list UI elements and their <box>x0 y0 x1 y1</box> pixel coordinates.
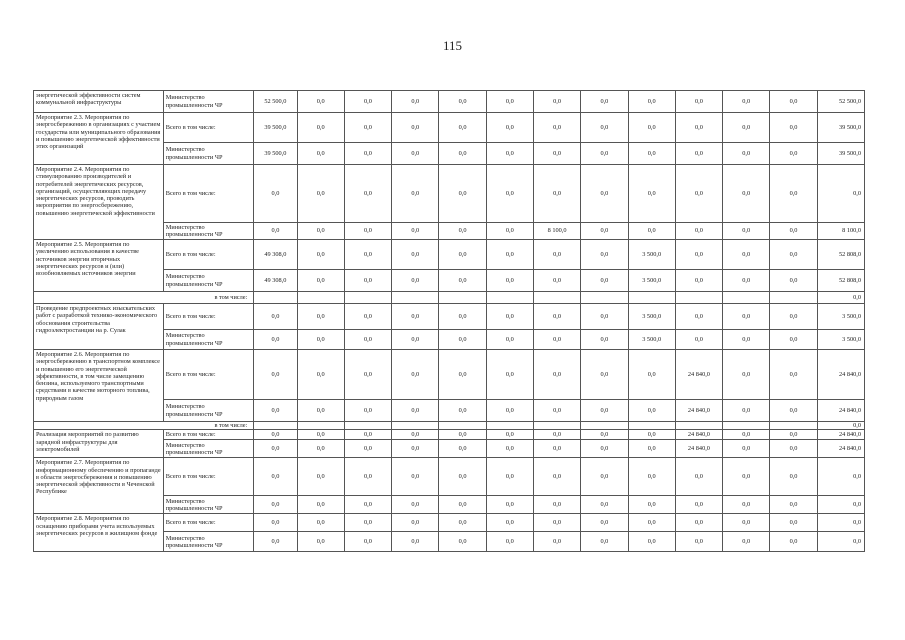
amount-cell: 0,0 <box>344 113 391 143</box>
amount-cell: 0,0 <box>770 496 817 514</box>
amount-cell: 0,0 <box>344 240 391 270</box>
amount-cell: 0,0 <box>297 270 344 292</box>
amount-cell: 0,0 <box>581 165 628 223</box>
amount-cell: 0,0 <box>817 532 864 552</box>
amount-cell: 0,0 <box>297 350 344 400</box>
amount-cell: 0,0 <box>392 350 439 400</box>
amount-cell: 0,0 <box>486 440 533 458</box>
amount-cell: 0,0 <box>581 240 628 270</box>
amount-cell: 0,0 <box>723 143 770 165</box>
amount-cell: 0,0 <box>297 91 344 113</box>
amount-cell: 0,0 <box>581 91 628 113</box>
amount-cell: 0,0 <box>581 458 628 496</box>
funding-source: Министерство промышленности ЧР <box>163 532 254 552</box>
amount-cell: 0,0 <box>675 240 722 270</box>
amount-cell: 0,0 <box>770 223 817 240</box>
measure-description: Мероприятие 2.7. Мероприятия по информационному обеспечению и пропаганде в области энергосбережения и повышению энергетической эффективности в Чеченской Республике <box>34 458 164 514</box>
amount-cell: 0,0 <box>533 91 580 113</box>
funding-source: Министерство промышленности ЧР <box>163 330 254 350</box>
empty-cell <box>533 422 580 430</box>
amount-cell: 0,0 <box>723 113 770 143</box>
empty-cell <box>297 422 344 430</box>
empty-cell <box>770 422 817 430</box>
amount-cell: 0,0 <box>297 458 344 496</box>
amount-cell: 0,0 <box>392 532 439 552</box>
amount-cell: 0,0 <box>439 223 486 240</box>
amount-cell: 0,0 <box>723 458 770 496</box>
amount-cell: 0,0 <box>486 400 533 422</box>
amount-cell: 0,0 <box>628 532 675 552</box>
amount-cell: 3 500,0 <box>628 304 675 330</box>
amount-cell: 24 840,0 <box>675 350 722 400</box>
measure-description: Мероприятие 2.4. Мероприятия по стимулированию производителей и потребителей энергетических ресурсов, организаций, осуществляющих передачу энергетических ресурсов, проводить мероприятия по энергосбережению, повышению энергетической эффективности <box>34 165 164 240</box>
amount-cell: 0,0 <box>817 514 864 532</box>
subtotal-label: в том числе: <box>34 422 254 430</box>
funding-source: Министерство промышленности ЧР <box>163 143 254 165</box>
amount-cell: 0,0 <box>770 330 817 350</box>
amount-cell: 0,0 <box>533 240 580 270</box>
funding-source: Министерство промышленности ЧР <box>163 496 254 514</box>
amount-cell: 0,0 <box>439 113 486 143</box>
amount-cell: 0,0 <box>675 532 722 552</box>
amount-cell: 0,0 <box>533 440 580 458</box>
amount-cell: 3 500,0 <box>628 330 675 350</box>
amount-cell: 0,0 <box>254 223 297 240</box>
amount-cell: 0,0 <box>392 270 439 292</box>
empty-cell <box>254 292 297 304</box>
amount-cell: 0,0 <box>770 532 817 552</box>
amount-cell: 0,0 <box>254 304 297 330</box>
amount-cell: 0,0 <box>486 223 533 240</box>
funding-source: Всего в том числе: <box>163 240 254 270</box>
amount-cell: 0,0 <box>344 165 391 223</box>
funding-source: Всего в том числе: <box>163 350 254 400</box>
amount-cell: 39 500,0 <box>254 113 297 143</box>
empty-cell <box>392 422 439 430</box>
amount-cell: 0,0 <box>533 532 580 552</box>
amount-cell: 0,0 <box>392 330 439 350</box>
amount-cell: 0,0 <box>486 330 533 350</box>
empty-cell <box>486 422 533 430</box>
table-row <box>34 458 865 496</box>
amount-cell: 0,0 <box>439 430 486 440</box>
amount-cell: 0,0 <box>533 496 580 514</box>
amount-cell: 0,0 <box>817 496 864 514</box>
empty-cell <box>533 292 580 304</box>
amount-cell: 0,0 <box>392 458 439 496</box>
amount-cell: 0,0 <box>439 165 486 223</box>
amount-cell: 0,0 <box>392 240 439 270</box>
amount-cell: 0,0 <box>723 532 770 552</box>
amount-cell: 52 808,0 <box>817 240 864 270</box>
subtotal-value: 0,0 <box>817 292 864 304</box>
amount-cell: 0,0 <box>486 458 533 496</box>
amount-cell: 0,0 <box>297 223 344 240</box>
amount-cell: 0,0 <box>628 514 675 532</box>
measure-description: Мероприятие 2.6. Мероприятия по энергосбережению в транспортном комплексе и повышению его энергетической эффективности, в том числе замещению бензина, используемого транспортными средствами в качестве моторного топлива, природным газом <box>34 350 164 422</box>
amount-cell: 0,0 <box>344 496 391 514</box>
amount-cell: 0,0 <box>675 91 722 113</box>
table-row <box>34 240 865 270</box>
amount-cell: 0,0 <box>392 304 439 330</box>
amount-cell: 8 100,0 <box>533 223 580 240</box>
amount-cell: 0,0 <box>675 304 722 330</box>
amount-cell: 0,0 <box>254 165 297 223</box>
amount-cell: 0,0 <box>297 430 344 440</box>
amount-cell: 3 500,0 <box>628 270 675 292</box>
amount-cell: 0,0 <box>770 91 817 113</box>
amount-cell: 0,0 <box>392 496 439 514</box>
amount-cell: 0,0 <box>439 532 486 552</box>
amount-cell: 0,0 <box>770 430 817 440</box>
amount-cell: 0,0 <box>817 458 864 496</box>
amount-cell: 0,0 <box>533 350 580 400</box>
amount-cell: 0,0 <box>628 400 675 422</box>
amount-cell: 0,0 <box>581 330 628 350</box>
table-row <box>34 91 865 113</box>
amount-cell: 0,0 <box>486 143 533 165</box>
table-row <box>34 113 865 143</box>
empty-cell <box>254 422 297 430</box>
amount-cell: 0,0 <box>770 400 817 422</box>
amount-cell: 0,0 <box>297 496 344 514</box>
amount-cell: 39 500,0 <box>817 113 864 143</box>
amount-cell: 0,0 <box>581 400 628 422</box>
amount-cell: 0,0 <box>344 400 391 422</box>
amount-cell: 0,0 <box>723 440 770 458</box>
empty-cell <box>723 292 770 304</box>
amount-cell: 0,0 <box>723 496 770 514</box>
funding-source: Министерство промышленности ЧР <box>163 91 254 113</box>
funding-source: Министерство промышленности ЧР <box>163 440 254 458</box>
empty-cell <box>581 422 628 430</box>
amount-cell: 0,0 <box>392 440 439 458</box>
amount-cell: 0,0 <box>344 532 391 552</box>
amount-cell: 0,0 <box>628 496 675 514</box>
amount-cell: 0,0 <box>297 440 344 458</box>
amount-cell: 0,0 <box>723 430 770 440</box>
amount-cell: 8 100,0 <box>817 223 864 240</box>
amount-cell: 0,0 <box>486 532 533 552</box>
amount-cell: 0,0 <box>581 304 628 330</box>
amount-cell: 0,0 <box>723 350 770 400</box>
funding-source: Всего в том числе: <box>163 458 254 496</box>
amount-cell: 0,0 <box>486 91 533 113</box>
amount-cell: 0,0 <box>628 430 675 440</box>
amount-cell: 0,0 <box>533 514 580 532</box>
empty-cell <box>486 292 533 304</box>
amount-cell: 52 500,0 <box>254 91 297 113</box>
empty-cell <box>392 292 439 304</box>
empty-cell <box>439 292 486 304</box>
amount-cell: 49 308,0 <box>254 270 297 292</box>
amount-cell: 0,0 <box>486 430 533 440</box>
amount-cell: 0,0 <box>723 330 770 350</box>
amount-cell: 0,0 <box>254 440 297 458</box>
amount-cell: 0,0 <box>297 532 344 552</box>
amount-cell: 0,0 <box>392 223 439 240</box>
amount-cell: 24 840,0 <box>675 400 722 422</box>
measure-description: Мероприятие 2.5. Мероприятия по увеличению использования в качестве источников энергии вторичных энергетических ресурсов и (или) возобновляемых источников энергии <box>34 240 164 292</box>
amount-cell: 0,0 <box>486 270 533 292</box>
amount-cell: 0,0 <box>723 223 770 240</box>
amount-cell: 0,0 <box>675 223 722 240</box>
table-row <box>34 304 865 330</box>
amount-cell: 0,0 <box>439 350 486 400</box>
table-row <box>34 350 865 400</box>
amount-cell: 0,0 <box>533 400 580 422</box>
amount-cell: 0,0 <box>344 143 391 165</box>
measure-description: энергетической эффективности систем коммунальной инфраструктуры <box>34 91 164 113</box>
subtotal-row <box>34 422 865 430</box>
amount-cell: 0,0 <box>581 532 628 552</box>
amount-cell: 0,0 <box>770 304 817 330</box>
amount-cell: 0,0 <box>770 240 817 270</box>
empty-cell <box>628 422 675 430</box>
amount-cell: 0,0 <box>533 143 580 165</box>
amount-cell: 0,0 <box>628 223 675 240</box>
table-row <box>34 430 865 440</box>
amount-cell: 0,0 <box>297 400 344 422</box>
amount-cell: 0,0 <box>770 143 817 165</box>
amount-cell: 0,0 <box>392 400 439 422</box>
amount-cell: 3 500,0 <box>817 330 864 350</box>
empty-cell <box>439 422 486 430</box>
amount-cell: 0,0 <box>581 496 628 514</box>
amount-cell: 0,0 <box>770 458 817 496</box>
empty-cell <box>675 292 722 304</box>
amount-cell: 52 808,0 <box>817 270 864 292</box>
table-row <box>34 165 865 223</box>
funding-source: Министерство промышленности ЧР <box>163 400 254 422</box>
amount-cell: 0,0 <box>723 514 770 532</box>
amount-cell: 0,0 <box>675 113 722 143</box>
budget-table <box>33 90 865 552</box>
amount-cell: 0,0 <box>723 304 770 330</box>
amount-cell: 3 500,0 <box>628 240 675 270</box>
amount-cell: 24 840,0 <box>675 440 722 458</box>
amount-cell: 24 840,0 <box>817 440 864 458</box>
amount-cell: 0,0 <box>297 304 344 330</box>
amount-cell: 0,0 <box>581 143 628 165</box>
measure-description: Проведение предпроектных изыскательских работ с разработкой технико-экономического обоснования строительства гидроэлектростанции на р. Сулак <box>34 304 164 350</box>
amount-cell: 0,0 <box>439 304 486 330</box>
amount-cell: 0,0 <box>392 113 439 143</box>
amount-cell: 0,0 <box>344 350 391 400</box>
amount-cell: 52 500,0 <box>817 91 864 113</box>
amount-cell: 0,0 <box>581 270 628 292</box>
amount-cell: 0,0 <box>254 330 297 350</box>
amount-cell: 39 500,0 <box>254 143 297 165</box>
amount-cell: 0,0 <box>770 165 817 223</box>
amount-cell: 0,0 <box>344 458 391 496</box>
amount-cell: 0,0 <box>439 440 486 458</box>
amount-cell: 0,0 <box>344 91 391 113</box>
amount-cell: 0,0 <box>297 143 344 165</box>
funding-source: Всего в том числе: <box>163 514 254 532</box>
amount-cell: 0,0 <box>486 350 533 400</box>
empty-cell <box>581 292 628 304</box>
amount-cell: 0,0 <box>392 430 439 440</box>
amount-cell: 0,0 <box>344 514 391 532</box>
empty-cell <box>770 292 817 304</box>
subtotal-value: 0,0 <box>817 422 864 430</box>
amount-cell: 0,0 <box>439 496 486 514</box>
amount-cell: 0,0 <box>344 330 391 350</box>
amount-cell: 0,0 <box>344 440 391 458</box>
amount-cell: 24 840,0 <box>817 350 864 400</box>
table-row <box>34 514 865 532</box>
amount-cell: 0,0 <box>344 304 391 330</box>
empty-cell <box>723 422 770 430</box>
empty-cell <box>344 292 391 304</box>
amount-cell: 0,0 <box>439 270 486 292</box>
amount-cell: 24 840,0 <box>675 430 722 440</box>
amount-cell: 0,0 <box>254 514 297 532</box>
amount-cell: 0,0 <box>628 440 675 458</box>
amount-cell: 0,0 <box>581 350 628 400</box>
amount-cell: 0,0 <box>628 143 675 165</box>
amount-cell: 0,0 <box>439 240 486 270</box>
amount-cell: 0,0 <box>344 270 391 292</box>
amount-cell: 0,0 <box>533 113 580 143</box>
funding-source: Всего в том числе: <box>163 165 254 223</box>
amount-cell: 0,0 <box>675 165 722 223</box>
empty-cell <box>675 422 722 430</box>
measure-description: Мероприятие 2.3. Мероприятия по энергосбережению в организациях с участием государства или муниципального образования и повышению энергетической эффективности этих организаций <box>34 113 164 165</box>
amount-cell: 0,0 <box>297 330 344 350</box>
measure-description: Реализация мероприятий по развитию зарядной инфраструктуры для электромобилей <box>34 430 164 458</box>
amount-cell: 0,0 <box>675 143 722 165</box>
amount-cell: 0,0 <box>254 350 297 400</box>
amount-cell: 0,0 <box>628 458 675 496</box>
amount-cell: 0,0 <box>533 430 580 440</box>
amount-cell: 0,0 <box>439 330 486 350</box>
amount-cell: 0,0 <box>770 350 817 400</box>
amount-cell: 0,0 <box>439 458 486 496</box>
amount-cell: 0,0 <box>392 514 439 532</box>
amount-cell: 0,0 <box>581 223 628 240</box>
amount-cell: 0,0 <box>533 165 580 223</box>
funding-source: Министерство промышленности ЧР <box>163 223 254 240</box>
amount-cell: 24 840,0 <box>817 400 864 422</box>
subtotal-row <box>34 292 865 304</box>
amount-cell: 0,0 <box>254 430 297 440</box>
amount-cell: 0,0 <box>344 430 391 440</box>
amount-cell: 0,0 <box>581 430 628 440</box>
amount-cell: 24 840,0 <box>817 430 864 440</box>
amount-cell: 0,0 <box>533 304 580 330</box>
amount-cell: 0,0 <box>533 330 580 350</box>
amount-cell: 0,0 <box>628 91 675 113</box>
amount-cell: 0,0 <box>770 514 817 532</box>
amount-cell: 0,0 <box>486 496 533 514</box>
amount-cell: 0,0 <box>723 240 770 270</box>
amount-cell: 0,0 <box>675 330 722 350</box>
amount-cell: 49 308,0 <box>254 240 297 270</box>
amount-cell: 0,0 <box>770 113 817 143</box>
amount-cell: 0,0 <box>297 113 344 143</box>
amount-cell: 0,0 <box>439 400 486 422</box>
amount-cell: 0,0 <box>486 165 533 223</box>
amount-cell: 0,0 <box>723 165 770 223</box>
amount-cell: 0,0 <box>254 458 297 496</box>
funding-source: Всего в том числе: <box>163 113 254 143</box>
amount-cell: 0,0 <box>675 514 722 532</box>
amount-cell: 3 500,0 <box>817 304 864 330</box>
funding-source: Всего в том числе: <box>163 430 254 440</box>
amount-cell: 0,0 <box>486 240 533 270</box>
amount-cell: 0,0 <box>297 240 344 270</box>
amount-cell: 39 500,0 <box>817 143 864 165</box>
amount-cell: 0,0 <box>628 113 675 143</box>
amount-cell: 0,0 <box>486 304 533 330</box>
amount-cell: 0,0 <box>486 113 533 143</box>
amount-cell: 0,0 <box>628 350 675 400</box>
amount-cell: 0,0 <box>675 270 722 292</box>
amount-cell: 0,0 <box>723 270 770 292</box>
page-number: 115 <box>442 38 463 53</box>
funding-source: Всего в том числе: <box>163 304 254 330</box>
amount-cell: 0,0 <box>486 514 533 532</box>
amount-cell: 0,0 <box>254 532 297 552</box>
amount-cell: 0,0 <box>723 400 770 422</box>
amount-cell: 0,0 <box>392 91 439 113</box>
empty-cell <box>344 422 391 430</box>
amount-cell: 0,0 <box>581 440 628 458</box>
amount-cell: 0,0 <box>297 165 344 223</box>
amount-cell: 0,0 <box>770 270 817 292</box>
amount-cell: 0,0 <box>254 496 297 514</box>
empty-cell <box>297 292 344 304</box>
amount-cell: 0,0 <box>392 165 439 223</box>
subtotal-label: в том числе: <box>34 292 254 304</box>
amount-cell: 0,0 <box>344 223 391 240</box>
amount-cell: 0,0 <box>439 143 486 165</box>
amount-cell: 0,0 <box>675 496 722 514</box>
amount-cell: 0,0 <box>254 400 297 422</box>
amount-cell: 0,0 <box>723 91 770 113</box>
amount-cell: 0,0 <box>770 440 817 458</box>
amount-cell: 0,0 <box>817 165 864 223</box>
amount-cell: 0,0 <box>675 458 722 496</box>
amount-cell: 0,0 <box>581 113 628 143</box>
measure-description: Мероприятие 2.8. Мероприятия по оснащению приборами учета используемых энергетических ресурсов в жилищном фонде <box>34 514 164 552</box>
amount-cell: 0,0 <box>297 514 344 532</box>
amount-cell: 0,0 <box>628 165 675 223</box>
amount-cell: 0,0 <box>533 458 580 496</box>
amount-cell: 0,0 <box>439 91 486 113</box>
amount-cell: 0,0 <box>581 514 628 532</box>
empty-cell <box>628 292 675 304</box>
amount-cell: 0,0 <box>439 514 486 532</box>
amount-cell: 0,0 <box>533 270 580 292</box>
amount-cell: 0,0 <box>392 143 439 165</box>
funding-source: Министерство промышленности ЧР <box>163 270 254 292</box>
